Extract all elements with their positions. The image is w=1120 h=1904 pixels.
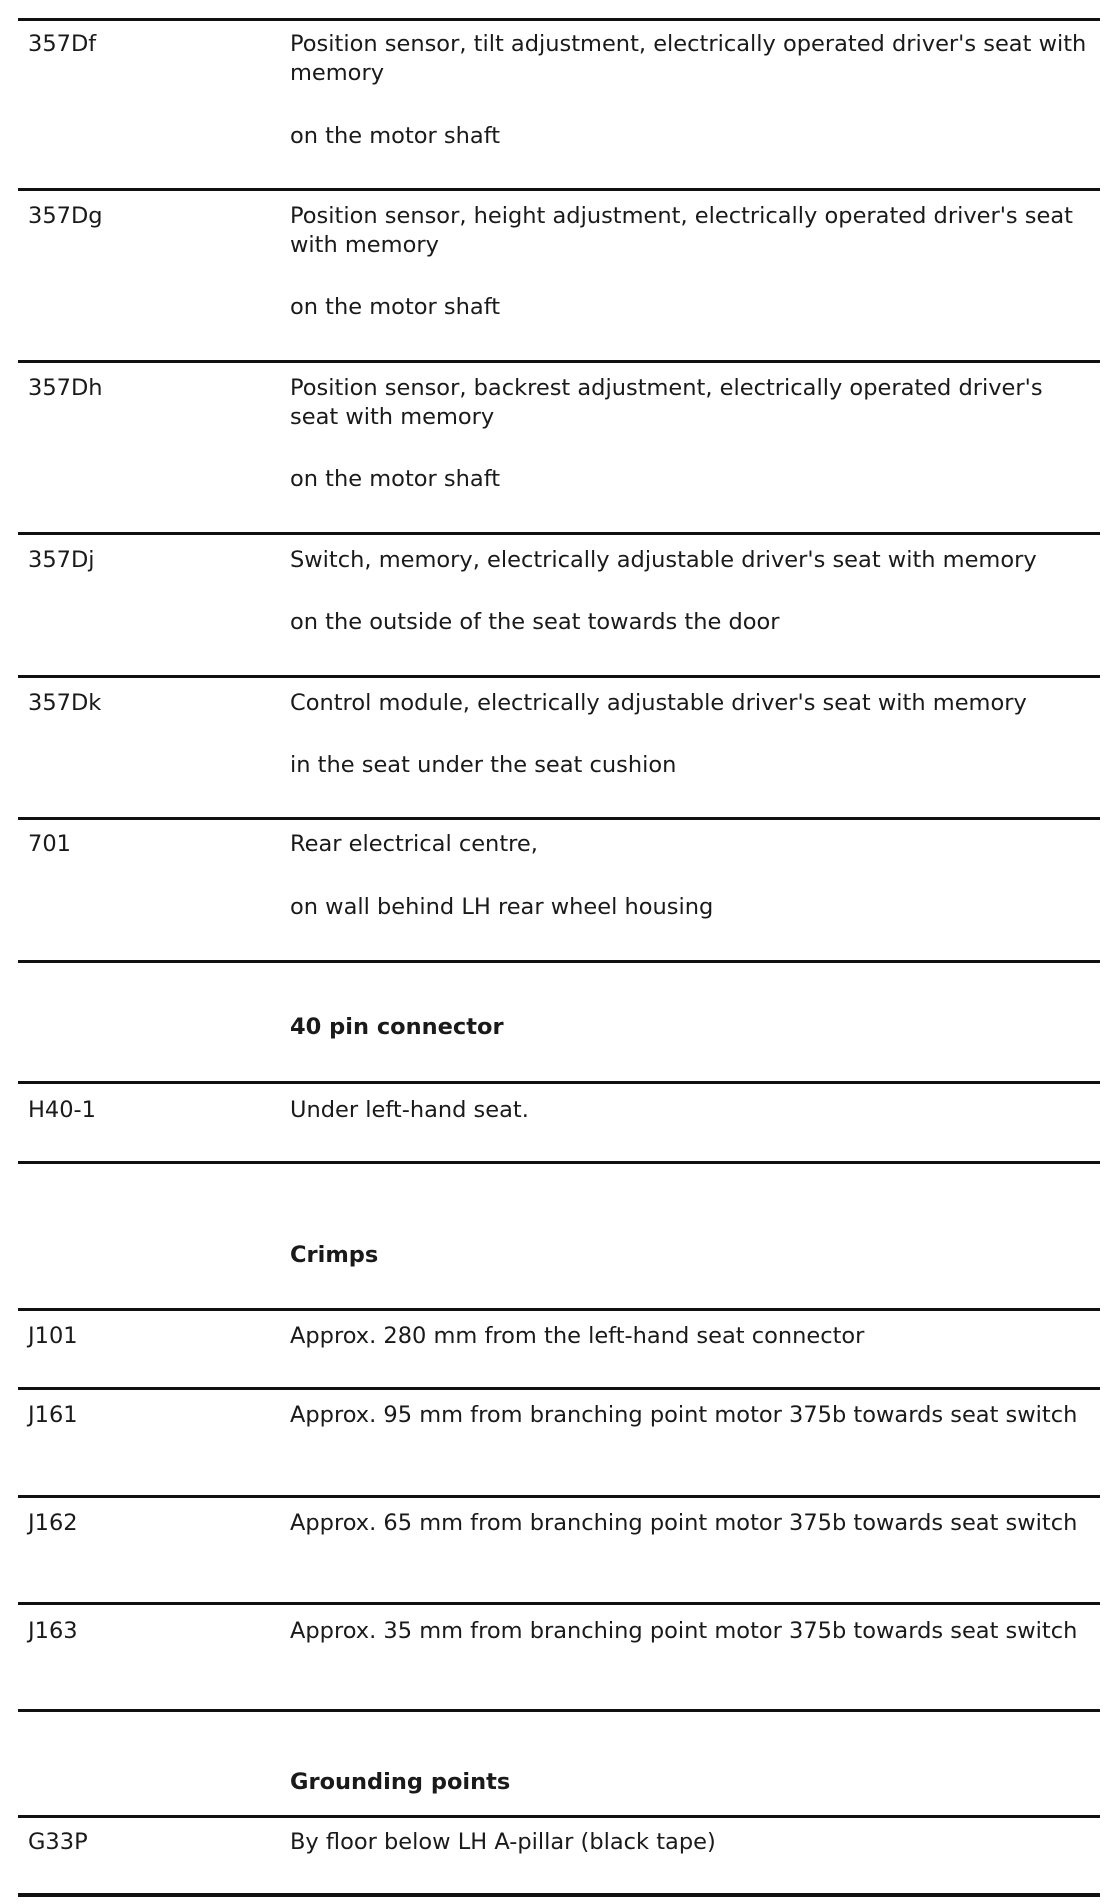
component-code: 357Df [28, 31, 97, 57]
connector-description: Under left-hand seat. [290, 1097, 529, 1123]
component-description: Position sensor, backrest adjustment, electrically operated driver's seat with memory [290, 375, 1043, 430]
section-title-crimps: Crimps [290, 1242, 379, 1268]
row-divider [18, 817, 1100, 820]
component-code: 357Dk [28, 690, 102, 716]
crimp-description: Approx. 280 mm from the left-hand seat connector [290, 1323, 865, 1349]
component-location: on the motor shaft [290, 294, 501, 320]
table-bottom-border [18, 1893, 1100, 1897]
row-divider [18, 360, 1100, 363]
row-divider [18, 1495, 1100, 1498]
component-description: Control module, electrically adjustable driver's seat with memory [290, 690, 1027, 716]
component-location: on the motor shaft [290, 466, 501, 492]
crimp-code: J163 [28, 1618, 78, 1644]
crimp-code: J101 [28, 1323, 78, 1349]
component-description: Rear electrical centre, [290, 831, 538, 857]
connector-code: H40-1 [28, 1097, 96, 1123]
row-divider [18, 1602, 1100, 1605]
section-title-grounding: Grounding points [290, 1769, 511, 1795]
component-code: 357Dj [28, 547, 95, 573]
component-location: on the motor shaft [290, 123, 501, 149]
row-divider [18, 1387, 1100, 1390]
component-code: 357Dg [28, 203, 103, 229]
component-location: on wall behind LH rear wheel housing [290, 894, 714, 920]
row-divider [18, 188, 1100, 191]
section-divider [18, 1161, 1100, 1164]
row-divider [18, 532, 1100, 535]
crimp-code: J161 [28, 1402, 78, 1428]
component-location: on the outside of the seat towards the door [290, 609, 780, 635]
component-description: Position sensor, tilt adjustment, electrically operated driver's seat with memory [290, 31, 1087, 86]
component-code: 701 [28, 831, 71, 857]
component-location: in the seat under the seat cushion [290, 752, 677, 778]
component-description: Position sensor, height adjustment, electrically operated driver's seat with memory [290, 203, 1073, 258]
crimp-description: Approx. 65 mm from branching point motor 375b towards seat switch [290, 1510, 1078, 1536]
grounding-description: By floor below LH A-pillar (black tape) [290, 1829, 716, 1855]
section-divider [18, 1709, 1100, 1712]
crimp-description: Approx. 95 mm from branching point motor 375b towards seat switch [290, 1402, 1078, 1428]
row-divider [18, 18, 1100, 21]
row-divider [18, 1815, 1100, 1818]
component-description: Switch, memory, electrically adjustable driver's seat with memory [290, 547, 1037, 573]
row-divider [18, 1308, 1100, 1311]
grounding-code: G33P [28, 1829, 88, 1855]
row-divider [18, 1081, 1100, 1084]
crimp-description: Approx. 35 mm from branching point motor 375b towards seat switch [290, 1618, 1078, 1644]
crimp-code: J162 [28, 1510, 78, 1536]
section-title-connector: 40 pin connector [290, 1014, 504, 1040]
row-divider [18, 675, 1100, 678]
component-code: 357Dh [28, 375, 103, 401]
section-divider [18, 960, 1100, 963]
